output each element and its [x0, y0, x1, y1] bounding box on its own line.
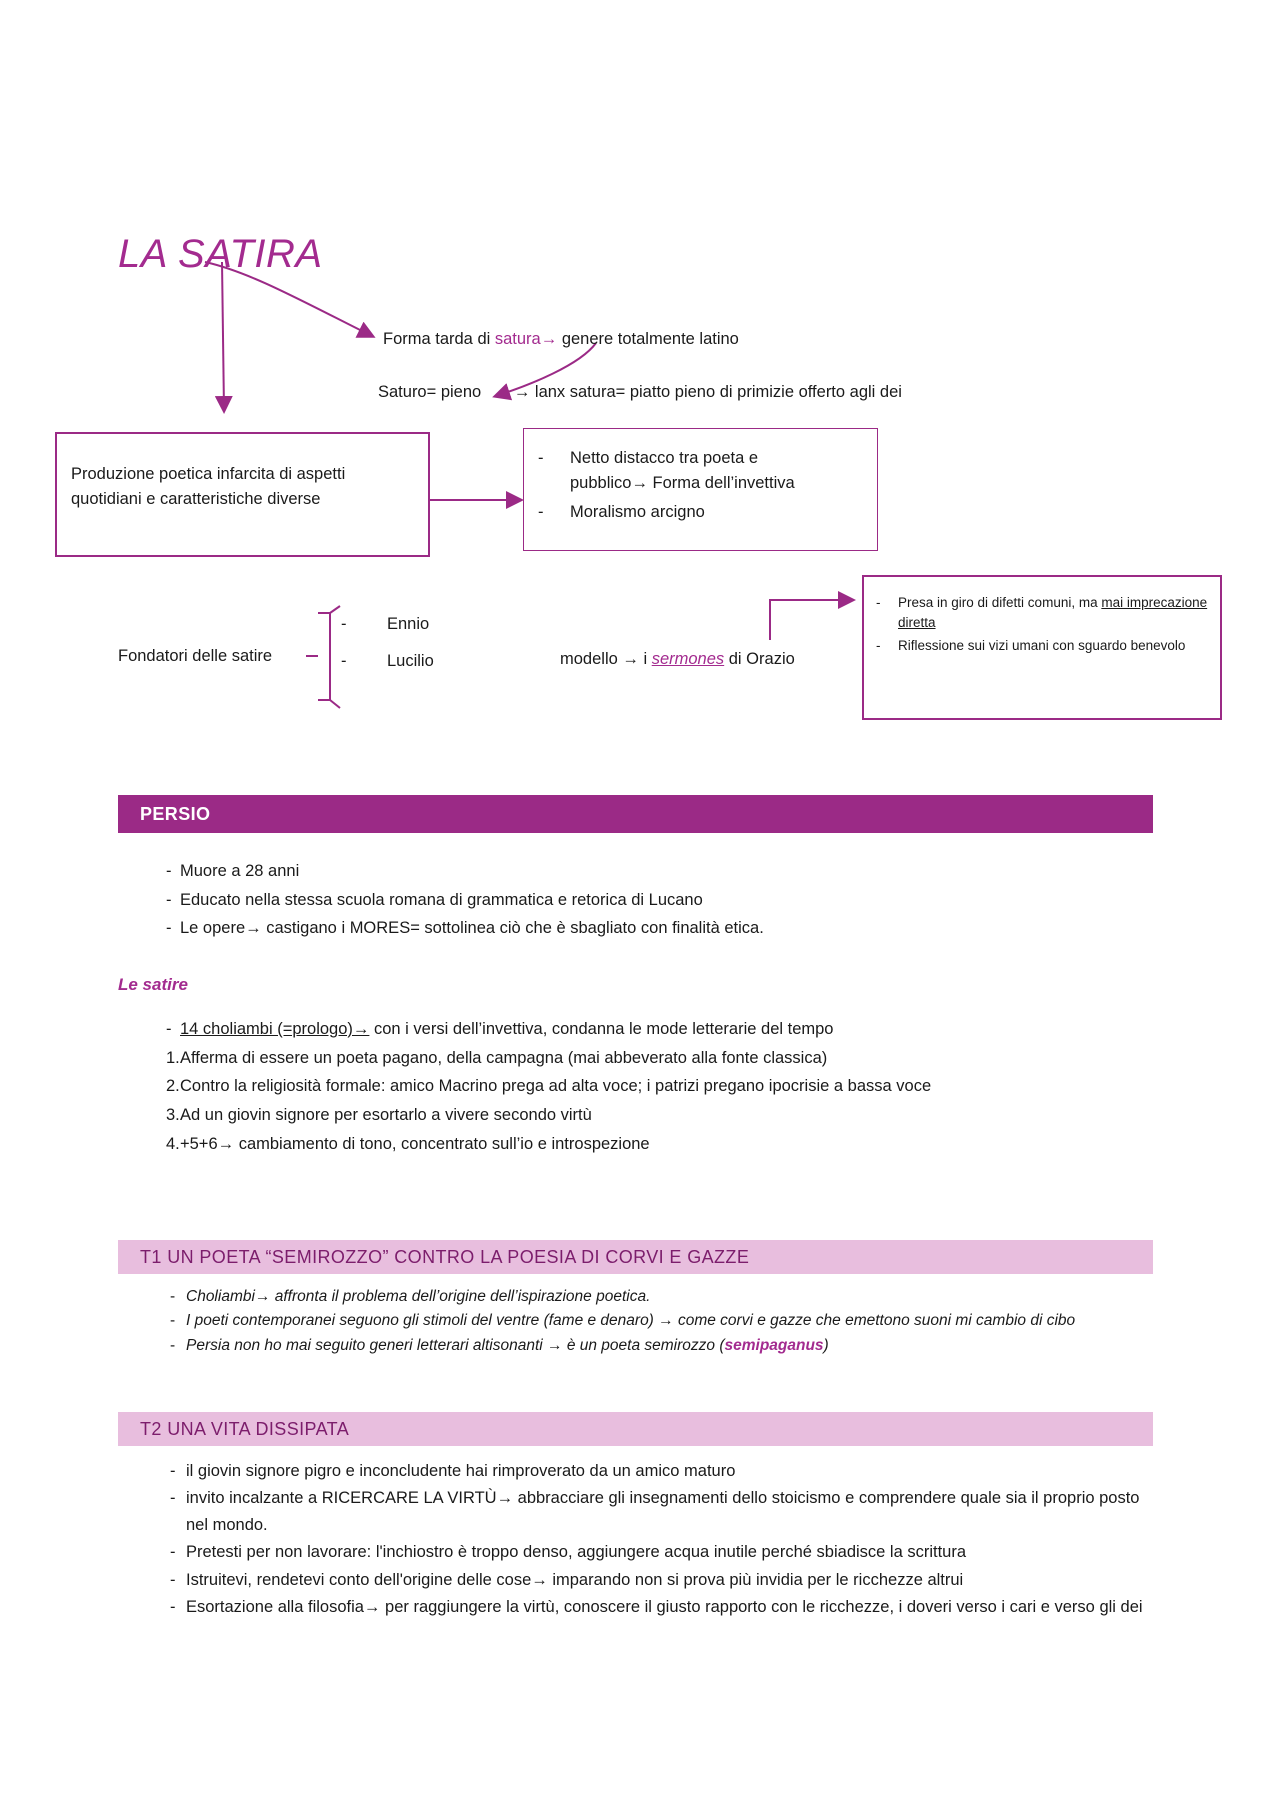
modello-line — [560, 648, 795, 670]
list-item-text: Choliambi→ affronta il problema dell’origine dell’ispirazione poetica. — [186, 1288, 651, 1305]
list-item-text: Pretesti per non lavorare: l'inchiostro è troppo denso, aggiungere acqua inutile perché sbiadisce la scrittura — [186, 1543, 967, 1562]
list-item-text: Educato nella stessa scuola romana di grammatica e retorica di Lucano — [180, 890, 703, 909]
dash-marker-4: - — [341, 652, 347, 670]
bullet-marker: 4. — [166, 1134, 180, 1153]
list-item-text: il giovin signore pigro e inconcludente hai rimproverato da un amico maturo — [186, 1462, 736, 1480]
sermones-keyword: sermones — [651, 650, 725, 668]
list-item — [118, 1334, 1153, 1357]
list-item — [118, 1285, 1153, 1308]
satura-keyword: satura — [494, 330, 541, 348]
t2-heading-text: T2 UNA VITA DISSIPATA — [140, 1418, 350, 1439]
bullet-marker: - — [166, 1020, 172, 1038]
section-heading-t2 — [118, 1412, 1153, 1446]
bullet-marker: - — [166, 890, 172, 909]
modello-post: di Orazio — [724, 650, 795, 668]
list-item-text: Ad un giovin signore per esortarlo a vivere secondo virtù — [180, 1106, 592, 1125]
box-right-item-2 — [538, 500, 863, 525]
bullet-marker: - — [170, 1288, 176, 1305]
list-item-text: con i versi dell’invettiva, condanna le mode letterarie del tempo — [369, 1020, 834, 1038]
list-item — [118, 1539, 1153, 1565]
box-left-line-1: Produzione poetica infarcita di aspetti — [71, 465, 346, 483]
bullet-marker: - — [170, 1570, 176, 1589]
list-item — [118, 1016, 1153, 1043]
list-item — [118, 887, 1153, 914]
modello-pre: modello — [560, 650, 623, 668]
forma-tarda-pre: Forma tarda di — [383, 330, 495, 348]
semipaganus-keyword: semipaganus — [724, 1336, 824, 1354]
persio-bullet-list — [118, 858, 1153, 944]
diagram-line-saturo — [378, 381, 902, 403]
list-item-text-after: ) — [823, 1336, 829, 1354]
dash-marker-6: - — [876, 638, 881, 654]
bullet-marker: - — [170, 1543, 176, 1562]
fondatori-item-ennio — [341, 613, 429, 635]
arrow-icon-2: → — [513, 383, 531, 401]
bullet-marker: 3. — [166, 1106, 180, 1125]
box-netto-distacco — [523, 428, 878, 551]
saturo-pre: Saturo= pieno — [378, 383, 482, 401]
dash-marker-3: - — [341, 615, 347, 633]
list-item-text: Contro la religiosità formale: amico Macrino prega ad alta voce; i patrizi pregano ipocrisie a bassa voce — [180, 1077, 932, 1096]
list-item — [118, 1485, 1153, 1538]
box-far-item-1-underlined: mai imprecazione diretta — [898, 595, 1208, 630]
bullet-marker: - — [166, 919, 172, 938]
bullet-marker: - — [170, 1336, 176, 1354]
list-item-text: invito incalzante a RICERCARE LA VIRTÙ→ abbracciare gli insegnamenti dello stoicismo e comprendere quale sia il proprio posto nel mondo. — [186, 1489, 1140, 1534]
list-item-underlined: 14 choliambi (=prologo)→ — [180, 1020, 370, 1038]
bullet-marker: - — [170, 1489, 176, 1508]
diagram-line-forma-tarda — [383, 328, 739, 350]
list-item-text: Persia non ho mai seguito generi letterari altisonanti → è un poeta semirozzo ( — [186, 1336, 725, 1354]
list-item-text: Muore a 28 anni — [180, 862, 300, 880]
list-item — [118, 1131, 1153, 1158]
box-right-item-2-text: Moralismo arcigno — [570, 502, 705, 521]
dash-marker-5: - — [876, 595, 881, 610]
le-satire-list — [118, 1016, 1153, 1160]
list-item — [118, 1073, 1153, 1100]
list-item — [118, 1594, 1153, 1620]
bullet-marker: 2. — [166, 1077, 180, 1096]
list-item — [118, 1045, 1153, 1072]
list-item — [118, 1309, 1153, 1332]
arrow-icon: → — [540, 330, 558, 348]
section-heading-t1 — [118, 1240, 1153, 1274]
t2-bullet-list — [118, 1458, 1153, 1621]
arrow-icon-4: → — [622, 650, 639, 668]
t1-heading-text: T1 UN POETA “SEMIROZZO” CONTRO LA POESIA DI CORVI E GAZZE — [140, 1246, 750, 1267]
list-item-text: +5+6→ cambiamento di tono, concentrato sull’io e introspezione — [180, 1134, 650, 1153]
box-right-item-1 — [538, 446, 863, 496]
box-left-line-2: quotidiani e caratteristiche diverse — [71, 489, 321, 508]
box-far-item-2-text: Riflessione sui vizi umani con sguardo benevolo — [898, 638, 1186, 654]
dash-marker: - — [538, 449, 544, 467]
arrow-icon-3: → — [631, 473, 648, 492]
list-item-text: Le opere→ castigano i MORES= sottolinea ciò che è sbagliato con finalità etica. — [180, 919, 764, 938]
fondatori-ennio-text: Ennio — [387, 615, 430, 633]
forma-tarda-post: genere totalmente latino — [557, 330, 739, 348]
box-far-item-1-text: Presa in giro di difetti comuni, ma — [898, 595, 1102, 610]
box-right-item-1-line2-pre: pubblico — [570, 473, 632, 492]
bullet-marker: - — [170, 1462, 176, 1480]
fondatori-lucilio-text: Lucilio — [387, 652, 434, 670]
list-item-text: Esortazione alla filosofia→ per raggiungere la virtù, conoscere il giusto rapporto con le ricchezze, i doveri verso i cari e verso gli dei — [186, 1597, 1143, 1616]
modello-mid: i — [643, 650, 652, 668]
box-right-item-1-line2-post: Forma dell’invettiva — [647, 473, 795, 492]
box-far-item-2 — [876, 636, 1208, 656]
list-item-text: Istruitevi, rendetevi conto dell'origine delle cose→ imparando non si prova più invidia per le ricchezze altrui — [186, 1570, 964, 1589]
list-item-text: Afferma di essere un poeta pagano, della campagna (mai abbeverato alla fonte classica) — [180, 1048, 828, 1067]
fondatori-item-lucilio — [341, 650, 434, 672]
t1-bullet-list — [118, 1285, 1153, 1358]
list-item — [118, 915, 1153, 942]
subheading-le-satire: Le satire — [118, 975, 188, 994]
persio-heading-text: PERSIO — [140, 803, 211, 824]
box-right-item-1-line1: Netto distacco tra poeta e — [570, 449, 759, 467]
box-far-item-1 — [876, 593, 1208, 632]
box-presa-in-giro — [862, 575, 1222, 720]
list-item — [118, 1102, 1153, 1129]
bullet-marker: - — [166, 862, 172, 880]
list-item-text: I poeti contemporanei seguono gli stimoli del ventre (fame e denaro) → come corvi e gazze che emettono suoni mi cambio di cibo — [186, 1312, 1076, 1330]
list-item — [118, 858, 1153, 885]
fondatori-label: Fondatori delle satire — [118, 647, 273, 665]
page-title: LA SATIRA — [118, 232, 323, 276]
list-item — [118, 1567, 1153, 1593]
bullet-marker: - — [170, 1312, 176, 1330]
bullet-marker: 1. — [166, 1048, 180, 1067]
saturo-post: lanx satura= piatto pieno di primizie offerto agli dei — [534, 383, 902, 401]
bullet-marker: - — [170, 1597, 176, 1616]
box-produzione-poetica — [55, 432, 430, 557]
dash-marker-2: - — [538, 502, 544, 521]
section-heading-persio — [118, 795, 1153, 833]
list-item — [118, 1458, 1153, 1484]
